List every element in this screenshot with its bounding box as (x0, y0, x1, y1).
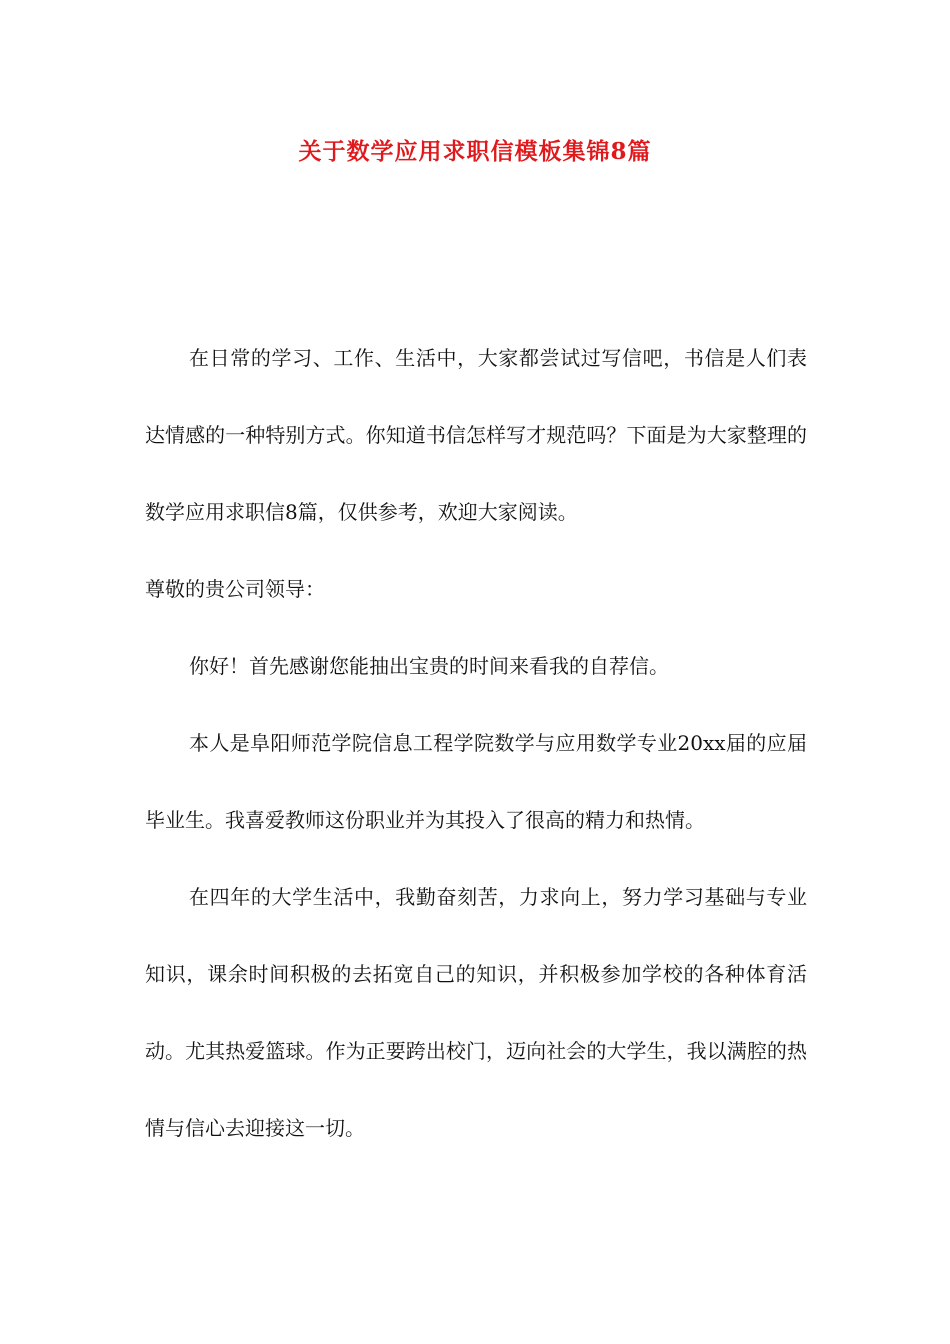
paragraph-salutation: 尊敬的贵公司领导： (145, 577, 325, 601)
paragraph-university-life: 在四年的大学生活中，我勤奋刻苦，力求向上，努力学习基础与专业知识，课余时间积极的去拓宽自己的知识，并积极参加学校的各种体育活动。尤其热爱篮球。作为正要跨出校门，迈向社会的大学生，我以满腔的热情与信心去迎接这一切。 (145, 885, 807, 1140)
paragraph-greeting: 你好！首先感谢您能抽出宝贵的时间来看我的自荐信。 (189, 654, 669, 678)
paragraph-self-introduction: 本人是阜阳师范学院信息工程学院数学与应用数学专业20xx届的应届毕业生。我喜爱教师这份职业并为其投入了很高的精力和热情。 (145, 731, 807, 832)
document-title: 关于数学应用求职信模板集锦8篇 (298, 138, 652, 165)
paragraph-intro: 在日常的学习、工作、生活中，大家都尝试过写信吧，书信是人们表达情感的一种特别方式。你知道书信怎样写才规范吗？下面是为大家整理的数学应用求职信8篇，仅供参考，欢迎大家阅读。 (145, 346, 807, 524)
document-body (145, 320, 807, 1167)
